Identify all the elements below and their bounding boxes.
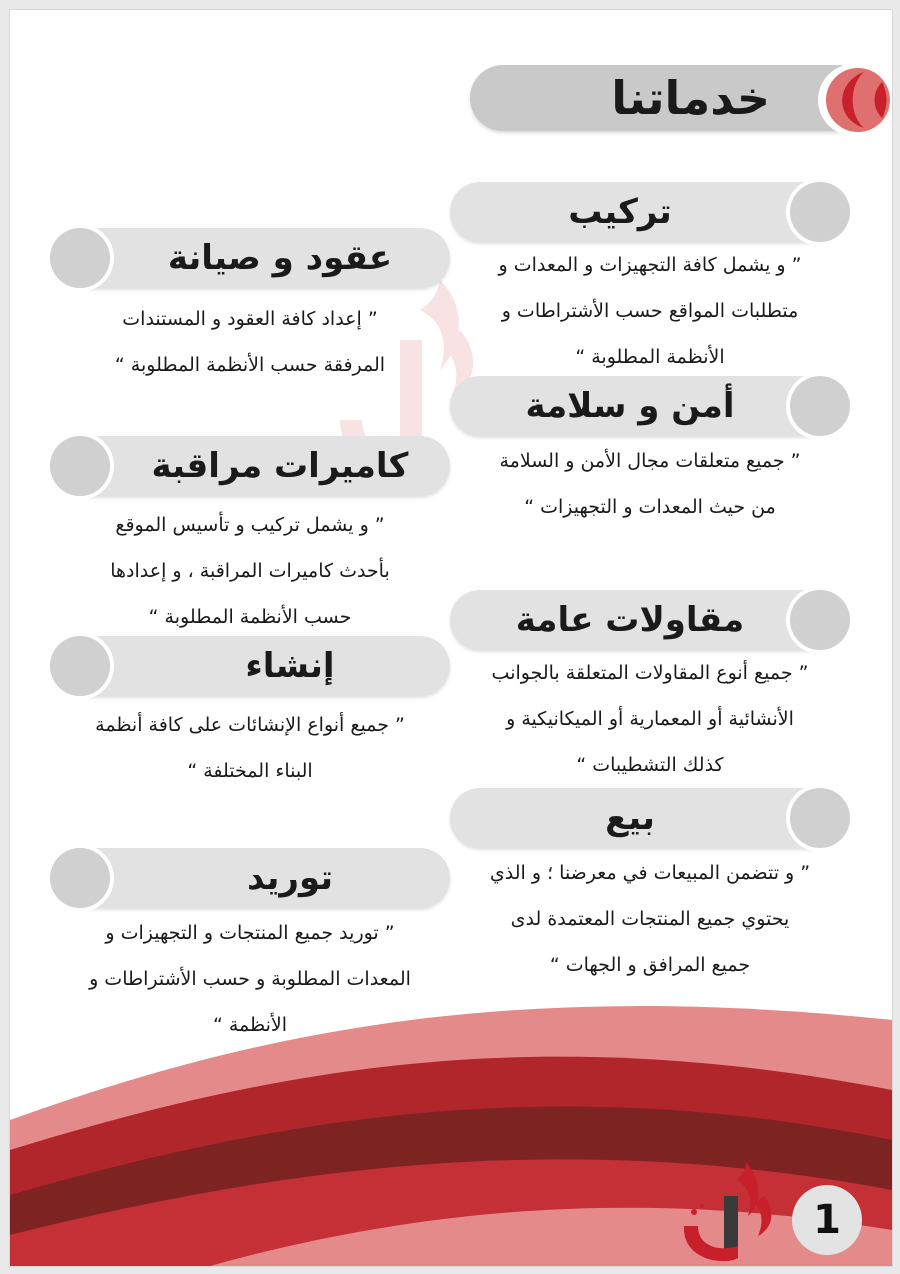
text-line: ” و يشمل تركيب و تأسيس الموقع (115, 514, 385, 536)
section-cameras-cap (50, 436, 110, 496)
page-title: خدماتنا (611, 71, 770, 125)
text-line: ” جميع متعلقات مجال الأمن و السلامة (499, 450, 801, 472)
text-line: الأنظمة المطلوبة “ (575, 346, 725, 368)
section-construction-title: إنشاء (245, 646, 335, 686)
section-construction-header (50, 636, 450, 696)
text-line: متطلبات المواقع حسب الأشتراطات و (501, 300, 799, 322)
section-contracts-cap (50, 228, 110, 288)
text-line: حسب الأنظمة المطلوبة “ (148, 606, 352, 628)
section-general-cap (790, 590, 850, 650)
text-line: ” و يشمل كافة التجهيزات و المعدات و (498, 254, 802, 276)
text-line: ” إعداد كافة العقود و المستندات (122, 308, 378, 330)
section-general-header (450, 590, 850, 650)
text-line: ” توريد جميع المنتجات و التجهيزات و (105, 922, 395, 944)
section-sales-header (450, 788, 850, 848)
text-line: الأنشائية أو المعمارية أو الميكانيكية و (506, 708, 794, 730)
section-cameras-text (50, 502, 450, 640)
section-general-title: مقاولات عامة (515, 600, 745, 640)
section-safety-text (450, 438, 850, 530)
section-safety-title: أمن و سلامة (525, 386, 735, 426)
text-line: بأحدث كاميرات المراقبة ، و إعدادها (110, 560, 390, 582)
section-sales-cap (790, 788, 850, 848)
text-line: ” جميع أنوع المقاولات المتعلقة بالجوانب (491, 662, 809, 684)
section-sales-title: بيع (605, 798, 655, 838)
brochure-page (9, 9, 893, 1267)
section-contracts-header (50, 228, 450, 288)
section-supply-header (50, 848, 450, 908)
section-general-text (450, 650, 850, 788)
section-cameras-header (50, 436, 450, 496)
section-installation-text (450, 242, 850, 380)
text-line: الأنظمة “ (212, 1014, 288, 1036)
section-contracts-title: عقود و صيانة (167, 238, 393, 278)
section-safety-cap (790, 376, 850, 436)
section-construction-cap (50, 636, 110, 696)
page-number: 1 (792, 1185, 862, 1255)
text-line: كذلك التشطيبات “ (576, 754, 724, 776)
section-construction-text (50, 702, 450, 794)
text-line: المعدات المطلوبة و حسب الأشتراطات و (89, 968, 411, 990)
text-line: البناء المختلفة “ (187, 760, 313, 782)
header-logo-badge (816, 62, 892, 138)
text-line: المرفقة حسب الأنظمة المطلوبة “ (114, 354, 386, 376)
text-line: من حيث المعدات و التجهيزات “ (524, 496, 776, 518)
text-line: ” جميع أنواع الإنشائات على كافة أنظمة (95, 714, 405, 736)
text-line: جميع المرافق و الجهات “ (549, 954, 751, 976)
section-safety-header (450, 376, 850, 436)
section-cameras-title: كاميرات مراقبة (151, 446, 409, 486)
section-supply-title: توريد (246, 858, 334, 898)
section-contracts-text (50, 296, 450, 388)
section-installation-header (450, 182, 850, 242)
text-line: يحتوي جميع المنتجات المعتمدة لدى (510, 908, 790, 930)
section-installation-cap (790, 182, 850, 242)
company-logo (674, 1156, 784, 1266)
text-line: ” و تتضمن المبيعات في معرضنا ؛ و الذي (489, 862, 811, 884)
section-installation-title: تركيب (568, 192, 672, 232)
section-sales-text (450, 850, 850, 988)
section-supply-cap (50, 848, 110, 908)
